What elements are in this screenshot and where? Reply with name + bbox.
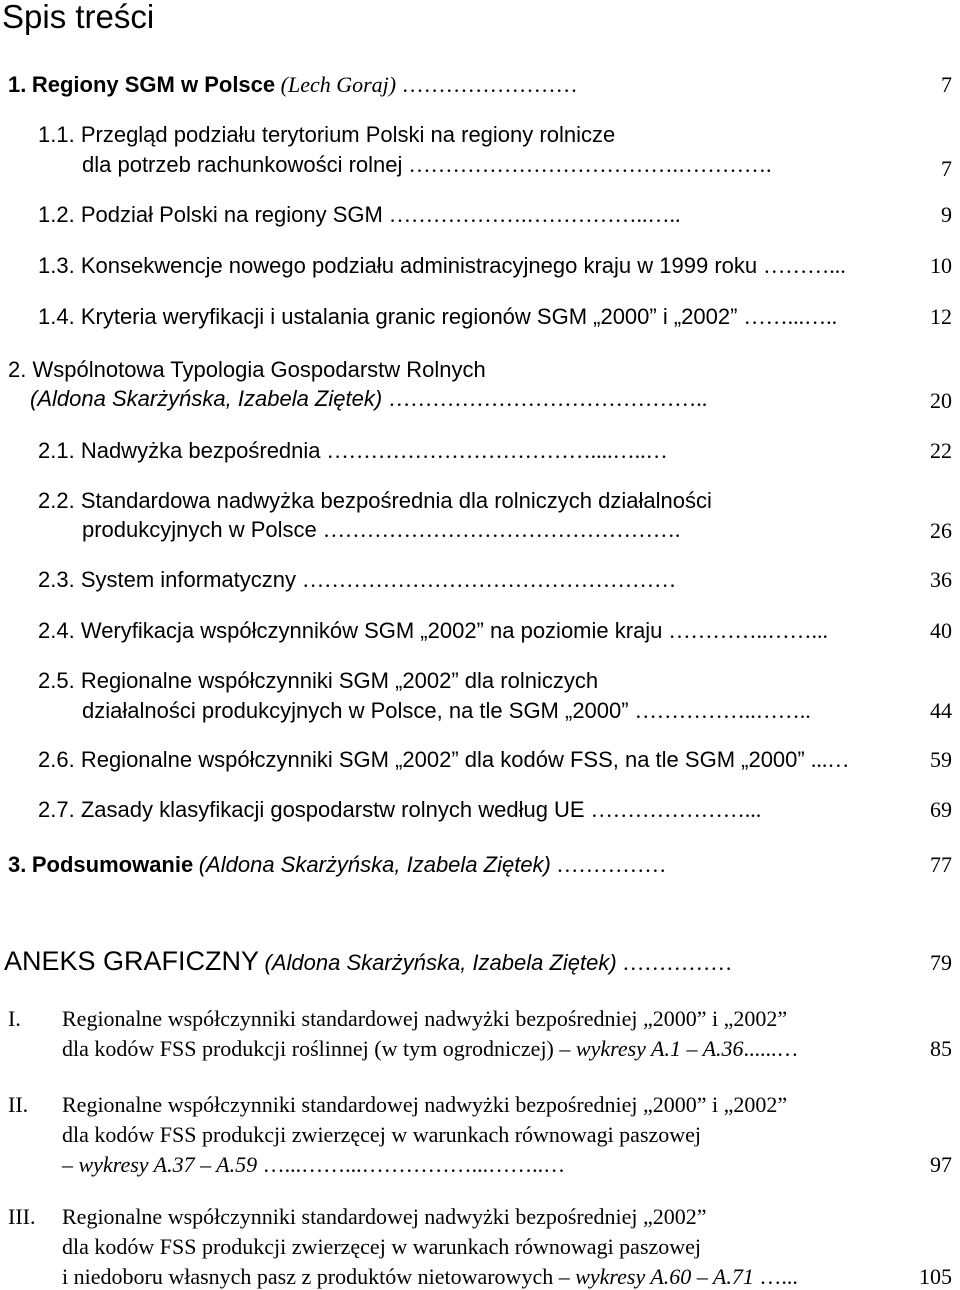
entry-text: działalności produkcyjnych w Polsce, na tle SGM „2000” <box>82 698 629 723</box>
aneks-item-dots: …... <box>759 1264 798 1289</box>
entry-text: Standardowa nadwyżka bezpośrednia dla rolniczych działalności <box>80 488 712 513</box>
entry-text: Nadwyżka bezpośrednia <box>80 438 321 463</box>
entry-number: 2.1. <box>38 438 75 463</box>
toc-entry-2[interactable] <box>8 357 486 383</box>
entry-dots: …………………………………………… <box>302 567 677 592</box>
entry-number: 2.7. <box>38 797 75 822</box>
entry-text: produkcyjnych w Polsce <box>82 517 317 542</box>
toc-entry-1-4[interactable] <box>38 304 837 330</box>
aneks-item-ref: wykresy A.60 – A.71 <box>575 1264 754 1289</box>
entry-page: 7 <box>941 72 952 97</box>
aneks-item-number: I. <box>8 1006 21 1031</box>
aneks-item-line: Regionalne współczynniki standardowej nadwyżki bezpośredniej „2002” <box>62 1204 707 1229</box>
entry-dots: …………………………………………. <box>322 517 681 542</box>
aneks-item-line: Regionalne współczynniki standardowej nadwyżki bezpośredniej „2000” i „2002” <box>62 1092 788 1117</box>
entry-text: dla potrzeb rachunkowości rolnej <box>82 152 403 177</box>
entry-text: Kryteria weryfikacji i ustalania granic regionów SGM „2000” i „2002” <box>80 304 738 329</box>
entry-text: Wspólnotowa Typologia Gospodarstw Rolnych <box>32 357 486 382</box>
entry-text: Konsekwencje nowego podziału administracyjnego kraju w 1999 roku <box>80 253 758 278</box>
entry-author: (Aldona Skarżyńska, Izabela Ziętek) <box>198 852 551 877</box>
toc-entry-1-1-cont[interactable] <box>82 152 772 178</box>
aneks-item-ref: wykresy A.1 – A.36 <box>575 1036 744 1061</box>
aneks-item-text: dla kodów FSS produkcji roślinnej (w tym ogrodniczej) – <box>62 1036 571 1061</box>
entry-author: (Lech Goraj) <box>280 72 397 97</box>
page-title: Spis treści <box>2 0 155 35</box>
entry-number: 2.5. <box>38 668 75 693</box>
entry-number: 2. <box>8 357 27 382</box>
entry-number: 1.1. <box>38 122 75 147</box>
toc-entry-2-3[interactable] <box>38 567 676 593</box>
aneks-item-line2 <box>62 1036 799 1062</box>
aneks-heading[interactable] <box>4 946 732 978</box>
entry-page: 7 <box>941 156 952 181</box>
aneks-item-page: 97 <box>930 1152 952 1177</box>
aneks-item-text: i niedoboru własnych pasz z produktów nietowarowych – <box>62 1264 570 1289</box>
aneks-item-3[interactable] <box>62 1204 798 1290</box>
entry-page: 22 <box>930 438 952 463</box>
aneks-item-line3 <box>62 1152 787 1178</box>
entry-number: 1.4. <box>38 304 75 329</box>
aneks-page: 79 <box>930 950 952 975</box>
entry-text: System informatyczny <box>80 567 296 592</box>
entry-dots: ……………..…….. <box>634 698 811 723</box>
entry-dots: ……………….……………..….. <box>388 202 681 227</box>
toc-entry-2-2-cont[interactable] <box>82 517 680 543</box>
toc-entry-1-1[interactable] <box>38 122 615 148</box>
entry-text: Regionalne współczynniki SGM „2002” dla rolniczych <box>80 668 599 693</box>
entry-number: 2.3. <box>38 567 75 592</box>
toc-entry-2-5-cont[interactable] <box>82 698 811 724</box>
aneks-item-dash: – <box>62 1152 73 1177</box>
aneks-item-ref: wykresy A.37 – A.59 <box>78 1152 258 1177</box>
entry-author: (Aldona Skarżyńska, Izabela Ziętek) <box>30 386 383 411</box>
entry-page: 10 <box>930 253 952 278</box>
entry-dots: ………………………………....…..… <box>326 438 668 463</box>
toc-entry-2-5[interactable] <box>38 668 598 694</box>
aneks-item-1[interactable] <box>62 1006 799 1062</box>
toc-entry-2-1[interactable] <box>38 438 668 464</box>
aneks-author: (Aldona Skarżyńska, Izabela Ziętek) <box>264 950 617 975</box>
toc-entry-2-7[interactable] <box>38 797 761 823</box>
entry-text: Weryfikacja współczynników SGM „2002” na poziomie kraju <box>80 618 663 643</box>
aneks-item-line: Regionalne współczynniki standardowej nadwyżki bezpośredniej „2000” i „2002” <box>62 1006 788 1031</box>
aneks-item-number: III. <box>8 1204 36 1229</box>
entry-text: Podsumowanie <box>31 852 194 877</box>
entry-page: 77 <box>930 852 952 877</box>
entry-dots: …………..……... <box>668 618 829 643</box>
entry-page: 20 <box>930 388 952 413</box>
entry-dots: ……………………………….…………. <box>408 152 772 177</box>
entry-number: 1.3. <box>38 253 75 278</box>
entry-text: Podział Polski na regiony SGM <box>80 202 383 227</box>
entry-page: 26 <box>930 518 952 543</box>
entry-number: 1.2. <box>38 202 75 227</box>
toc-entry-3[interactable] <box>8 852 666 878</box>
aneks-dots: …………… <box>622 950 733 975</box>
entry-number: 1. <box>8 72 27 97</box>
aneks-item-dots: …...……...……………...……..… <box>262 1152 566 1177</box>
toc-entry-1[interactable] <box>8 72 578 98</box>
entry-page: 69 <box>930 797 952 822</box>
entry-page: 59 <box>930 747 952 772</box>
aneks-item-line: dla kodów FSS produkcji zwierzęcej w warunkach równowagi paszowej <box>62 1234 702 1259</box>
entry-number: 3. <box>8 852 27 877</box>
entry-dots: ………... <box>763 253 846 278</box>
aneks-item-page: 85 <box>930 1036 952 1061</box>
toc-entry-2-6[interactable] <box>38 747 849 773</box>
entry-dots: …………………... <box>590 797 762 822</box>
entry-page: 12 <box>930 304 952 329</box>
aneks-item-line3 <box>62 1264 798 1290</box>
entry-text: Przegląd podziału terytorium Polski na regiony rolnicze <box>80 122 616 147</box>
entry-number: 2.4. <box>38 618 75 643</box>
aneks-item-dots: ......… <box>743 1036 799 1061</box>
entry-text: Regiony SGM w Polsce <box>31 72 276 97</box>
entry-number: 2.2. <box>38 488 75 513</box>
entry-page: 9 <box>941 202 952 227</box>
toc-entry-2-cont[interactable] <box>30 386 707 412</box>
entry-dots: ...… <box>810 747 850 772</box>
aneks-item-line: dla kodów FSS produkcji zwierzęcej w warunkach równowagi paszowej <box>62 1122 702 1147</box>
entry-page: 40 <box>930 618 952 643</box>
entry-dots: …………………………………….. <box>388 386 708 411</box>
entry-dots: …………… <box>556 852 667 877</box>
aneks-item-number: II. <box>8 1092 29 1117</box>
entry-number: 2.6. <box>38 747 75 772</box>
entry-text: Regionalne współczynniki SGM „2002” dla kodów FSS, na tle SGM „2000” <box>80 747 805 772</box>
toc-entry-2-4[interactable] <box>38 618 828 644</box>
entry-dots: ……...….. <box>743 304 838 329</box>
entry-text: Zasady klasyfikacji gospodarstw rolnych według UE <box>80 797 585 822</box>
aneks-item-2[interactable] <box>62 1092 787 1178</box>
toc-entry-1-3[interactable] <box>38 253 846 279</box>
aneks-item-page: 105 <box>919 1264 952 1289</box>
entry-page: 36 <box>930 567 952 592</box>
entry-page: 44 <box>930 698 952 723</box>
toc-entry-2-2[interactable] <box>38 488 712 514</box>
entry-dots: …………………… <box>401 72 578 97</box>
aneks-title: ANEKS GRAFICZNY <box>4 946 260 976</box>
toc-entry-1-2[interactable] <box>38 202 680 228</box>
